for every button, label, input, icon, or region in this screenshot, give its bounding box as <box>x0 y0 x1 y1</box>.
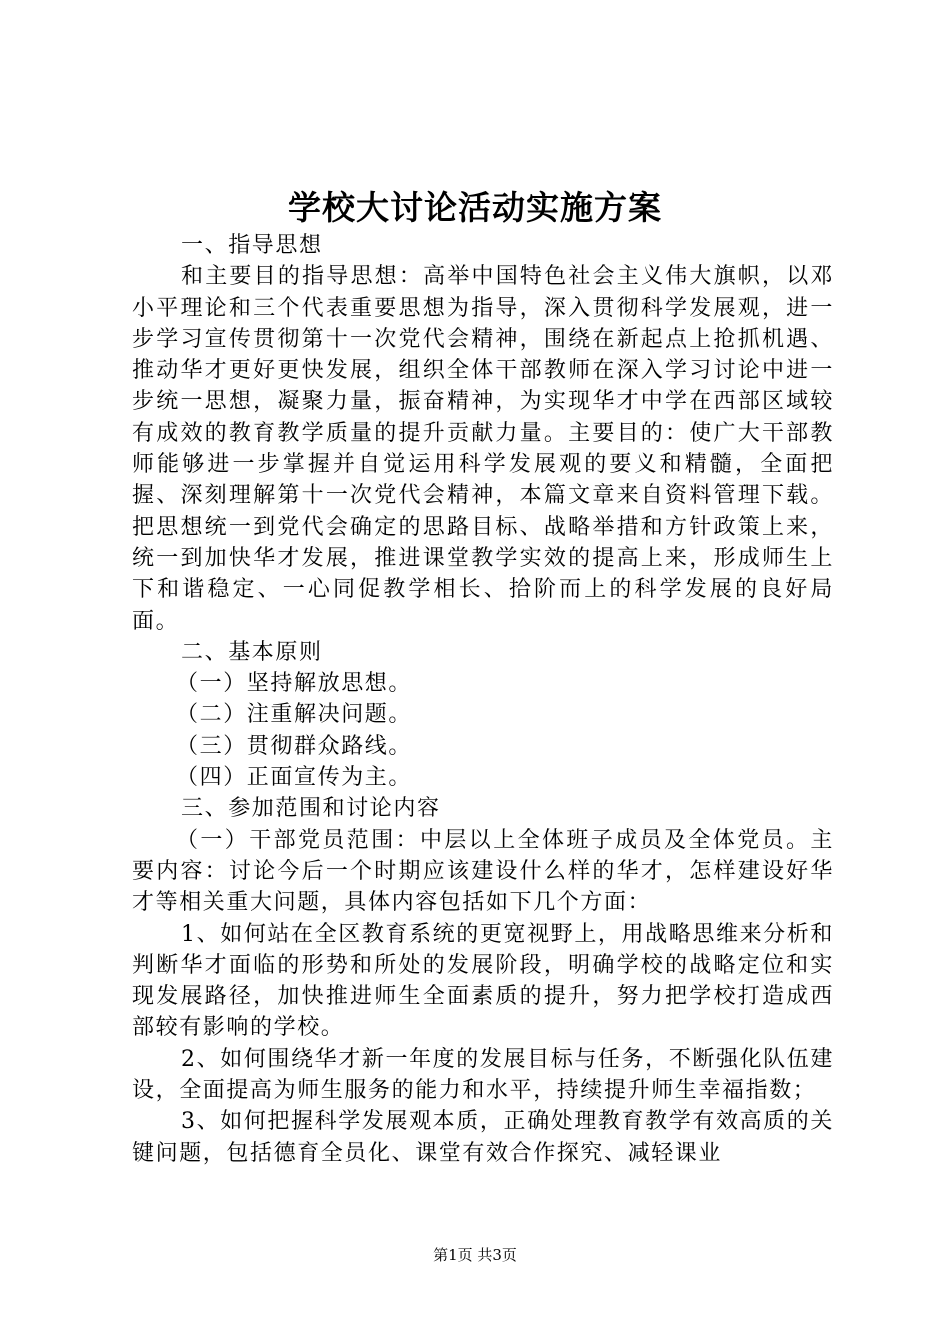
principle-item-1: （一）坚持解放思想。 <box>176 671 413 697</box>
section-heading-1: 一、指导思想 <box>181 233 323 258</box>
paragraph-guiding-thought: 和主要目的指导思想：高举中国特色社会主义伟大旗帜，以邓小平理论和三个代表重要思想为指导，深入贯彻科学发展观，进一步学习宣传贯彻第十一次党代会精神，围绕在新起点上抢抓机遇、推动华才更好更快发展，组织全体干部教师在深入学习讨论中进一步统一思想，凝聚力量，振奋精神，为实现华才中学在西部区域较有成效的教育教学质量的提升贡献力量。主要目的：使广大干部教师能够进一步掌握并自觉运用科学发展观的要义和精髓，全面把握、深刻理解第十一次党代会精神，本篇文章来自资料管理下载。把思想统一到党代会确定的思路目标、战略举措和方针政策上来，统一到加快华才发展，推进课堂教学实效的提高上来，形成师生上下和谐稳定、一心同促教学相长、拾阶而上的科学发展的良好局面。 <box>132 264 834 634</box>
document-title: 学校大讨论活动实施方案 <box>288 188 662 227</box>
list-item-2: 2、如何围绕华才新一年度的发展目标与任务，不断强化队伍建设，全面提高为师生服务的能力和水平，持续提升师生幸福指数； <box>132 1046 834 1104</box>
page-footer: 第1页 共3页 <box>433 1246 517 1264</box>
section-heading-3: 三、参加范围和讨论内容 <box>181 796 441 822</box>
principle-item-2: （二）注重解决问题。 <box>176 702 413 728</box>
list-item-1: 1、如何站在全区教育系统的更宽视野上，用战略思维来分析和判断华才面临的形势和所处的发展阶段，明确学校的战略定位和实现发展路径，加快推进师生全面素质的提升，努力把学校打造成西部较有影响的学校。 <box>132 921 834 1041</box>
document-body <box>132 230 834 1169</box>
principle-item-4: （四）正面宣传为主。 <box>176 765 413 791</box>
paragraph-scope: （一）干部党员范围：中层以上全体班子成员及全体党员。主要内容：讨论今后一个时期应该建设什么样的华才，怎样建设好华才等相关重大问题，具体内容包括如下几个方面： <box>132 827 834 916</box>
list-item-3: 3、如何把握科学发展观本质，正确处理教育教学有效高质的关键问题，包括德育全员化、课堂有效合作探究、减轻课业 <box>132 1109 834 1166</box>
principle-item-3: （三）贯彻群众路线。 <box>176 733 413 759</box>
section-heading-2: 二、基本原则 <box>181 639 323 665</box>
